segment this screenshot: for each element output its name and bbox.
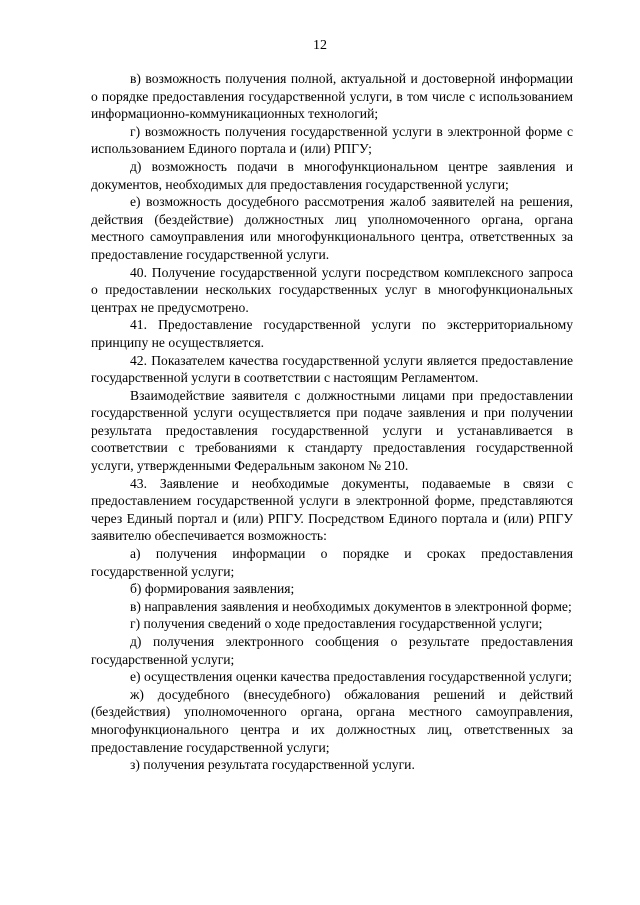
paragraph-interaction: Взаимодействие заявителя с должностными лицами при предоставлении государственной услуги осуществляется при подаче заявления и при получении результата предоставления государственной услуги и устанавливается в соответствии с требованиями к стандарту предоставления государственной услуги, утвержденными Федеральным законом № 210. [91, 387, 573, 474]
paragraph-item-e-complaints: е) возможность досудебного рассмотрения жалоб заявителей на решения, действия (бездействие) должностных лиц уполномоченного органа, органа местного самоуправления или многофункционального центра, ответственных за предоставление государственной услуги. [91, 194, 573, 262]
list-item-a: а) получения информации о порядке и сроках предоставления государственной услуги; [91, 546, 573, 579]
list-item-e: е) осуществления оценки качества предоставления государственной услуги; [130, 669, 572, 685]
paragraph-40: 40. Получение государственной услуги посредством комплексного запроса о предоставлении нескольких государственных услуг в многофункциональных центрах не предусмотрено. [91, 264, 573, 315]
list-item-z: з) получения результата государственной услуги. [130, 757, 415, 773]
paragraph-41: 41. Предоставление государственной услуги по экстерриториальному принципу не осуществляется. [91, 317, 573, 350]
paragraph-item-v-info: в) возможность получения полной, актуальной и достоверной информации о порядке предоставления государственной услуги, в том числе с использованием информационно-коммуникационных технологий; [91, 71, 573, 122]
paragraph-43: 43. Заявление и необходимые документы, подаваемые в связи с предоставлением государственной услуги в электронной форме, представляются через Единый портал и (или) РПГУ. Посредством Единого портала и (или) РПГУ заявителю обеспечивается возможность: [91, 475, 573, 544]
paragraph-item-g-electronic: г) возможность получения государственной услуги в электронной форме с использованием Единого портала и (или) РПГУ; [91, 123, 573, 157]
paragraph-item-d-mfc: д) возможность подачи в многофункциональном центре заявления и документов, необходимых для предоставления государственной услуги; [91, 158, 573, 192]
list-item-g: г) получения сведений о ходе предоставления государственной услуги; [130, 616, 543, 632]
paragraph-42: 42. Показателем качества государственной услуги является предоставление государственной услуги в соответствии с настоящим Регламентом. [91, 352, 573, 386]
document-body [91, 70, 573, 774]
list-item-d: д) получения электронного сообщения о результате предоставления государственной услуги; [91, 634, 573, 667]
list-item-b: б) формирования заявления; [130, 581, 295, 597]
list-item-zh: ж) досудебного (внесудебного) обжалования решений и действий (бездействия) уполномоченного органа, органа местного самоуправления, многофункционального центра и их должностных лиц, ответственных за предоставление государственной услуги; [91, 686, 573, 755]
page-number: 12 [313, 38, 327, 53]
list-item-v: в) направления заявления и необходимых документов в электронной форме; [130, 598, 572, 614]
